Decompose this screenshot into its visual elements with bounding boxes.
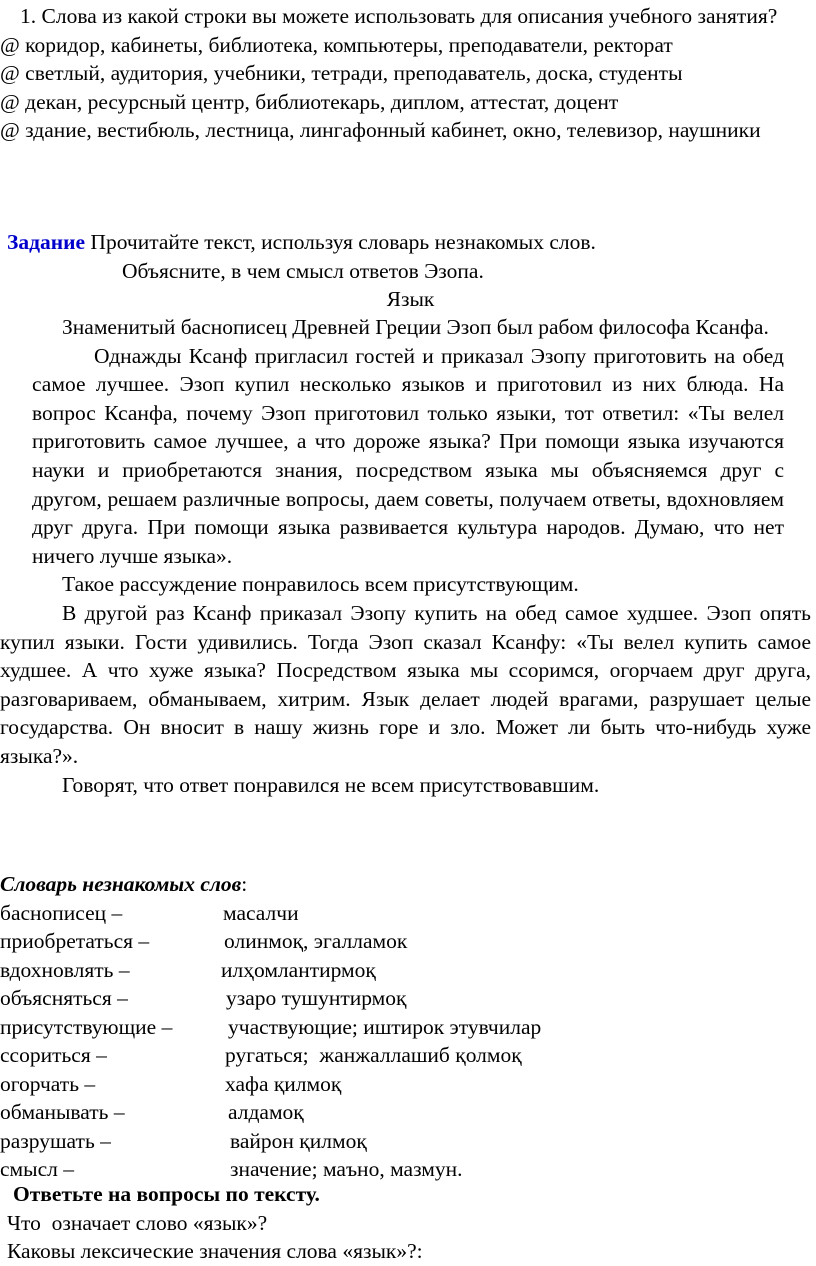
task-line-2: Объясните, в чем смысл ответов Эзопа.: [122, 258, 484, 283]
vocab-translation: значение; маъно, мазмун.: [230, 1157, 463, 1182]
vocab-term: разрушать –: [0, 1128, 111, 1153]
task-line-1: [0, 228, 811, 257]
vocab-row: [0, 984, 811, 1013]
vocabulary-heading-line: [0, 870, 811, 899]
task-text: Прочитайте текст, используя словарь незнакомых слов.: [85, 230, 596, 254]
task-label: Задание: [7, 230, 86, 254]
questions-heading: Ответьте на вопросы по тексту.: [13, 1182, 320, 1206]
vocab-row: [0, 956, 811, 985]
vocab-translation: участвующие; иштирок этувчилар: [228, 1014, 542, 1039]
option-1: @ коридор, кабинеты, библиотека, компьютеры, преподаватели, ректорат: [0, 32, 673, 57]
vocab-translation: олинмоқ, эгалламок: [224, 929, 408, 954]
question-1: [0, 2, 811, 145]
vocab-term: огорчать –: [0, 1071, 96, 1096]
option-4: @ здание, вестибюль, лестница, лингафонный кабинет, окно, телевизор, наушники: [0, 118, 761, 143]
vocab-row: [0, 1041, 811, 1070]
vocabulary-heading: Словарь незнакомых слов: [0, 872, 242, 896]
vocab-term: присутствующие –: [0, 1014, 173, 1039]
vocab-term: приобретаться –: [0, 929, 150, 954]
vocab-translation: узаро тушунтирмоқ: [226, 986, 407, 1011]
vocabulary: [0, 870, 811, 1184]
vocab-term: объясняться –: [0, 986, 128, 1011]
vocab-translation: ругаться; жанжаллашиб қолмоқ: [225, 1043, 522, 1068]
question-what-means: Что означает слово «язык»?: [7, 1210, 268, 1235]
story-paragraph-4: В другой раз Ксанф приказал Эзопу купить на обед самое худшее. Эзоп опять купил языки. Гости удивились. Тогда Эзоп сказал Ксанфу: «Ты велел купить самое худшее. А что хуже языка? Посредством языка мы ссоримся, огорчаем друг друга, разговариваем, обманываем, хитрим. Язык делает людей врагами, разрушает целые государства. Он вносит в нашу жизнь горе и зло. Может ли быть что-нибудь хуже языка?».: [0, 600, 811, 768]
vocab-term: смысл –: [0, 1157, 74, 1182]
vocab-term: ссориться –: [0, 1043, 107, 1068]
vocab-translation: вайрон қилмоқ: [230, 1128, 367, 1153]
option-2: @ светлый, аудитория, учебники, тетради, преподаватель, доска, студенты: [0, 61, 683, 86]
question-lexical-meanings: Каковы лексические значения слова «язык»?:: [7, 1239, 423, 1264]
vocab-translation: илҳомлантирмоқ: [221, 957, 376, 982]
vocab-row: [0, 1013, 811, 1042]
vocab-row: [0, 927, 811, 956]
vocab-row: [0, 1127, 811, 1156]
question-1-prompt: 1. Слова из какой строки вы можете использовать для описания учебного занятия?: [20, 4, 778, 28]
vocab-row: [0, 1098, 811, 1127]
vocab-row: [0, 899, 811, 928]
story-paragraph-1: Знаменитый баснописец Древней Греции Эзоп был рабом философа Ксанфа.: [62, 315, 769, 339]
vocab-translation: хафа қилмоқ: [225, 1071, 342, 1096]
questions-block: [0, 1180, 811, 1266]
task-block: [0, 228, 811, 314]
story-paragraph-3: Такое рассуждение понравилось всем присутствующим.: [62, 572, 579, 597]
option-3: @ декан, ресурсный центр, библиотекарь, диплом, аттестат, доцент: [0, 89, 619, 114]
vocab-translation: алдамоқ: [228, 1100, 304, 1125]
vocab-term: баснописец –: [0, 900, 123, 925]
story-paragraph-5: Говорят, что ответ понравился не всем присутствовавшим.: [62, 772, 600, 797]
vocab-term: обманывать –: [0, 1100, 125, 1125]
vocab-row: [0, 1070, 811, 1099]
vocab-term: вдохновлять –: [0, 957, 130, 982]
story: [0, 313, 811, 799]
vocab-translation: масалчи: [223, 900, 299, 925]
story-paragraph-2: Однажды Ксанф пригласил гостей и приказал Эзопу приготовить на обед самое лучшее. Эзоп купил несколько языков и приготовил из них блюда. На вопрос Ксанфа, почему Эзоп приготовил только языки, тот ответил: «Ты велел приготовить самое лучшее, а что дороже языка? При помощи языка изучаются науки и приобретаются знания, посредством языка мы объясняемся друг с другом, решаем различные вопросы, даем советы, получаем ответы, вдохновляем друг друга. При помощи языка развивается культура народов. Думаю, что нет ничего лучше языка».: [32, 343, 784, 568]
story-title: Язык: [386, 287, 435, 312]
vocabulary-heading-colon: :: [241, 872, 248, 896]
